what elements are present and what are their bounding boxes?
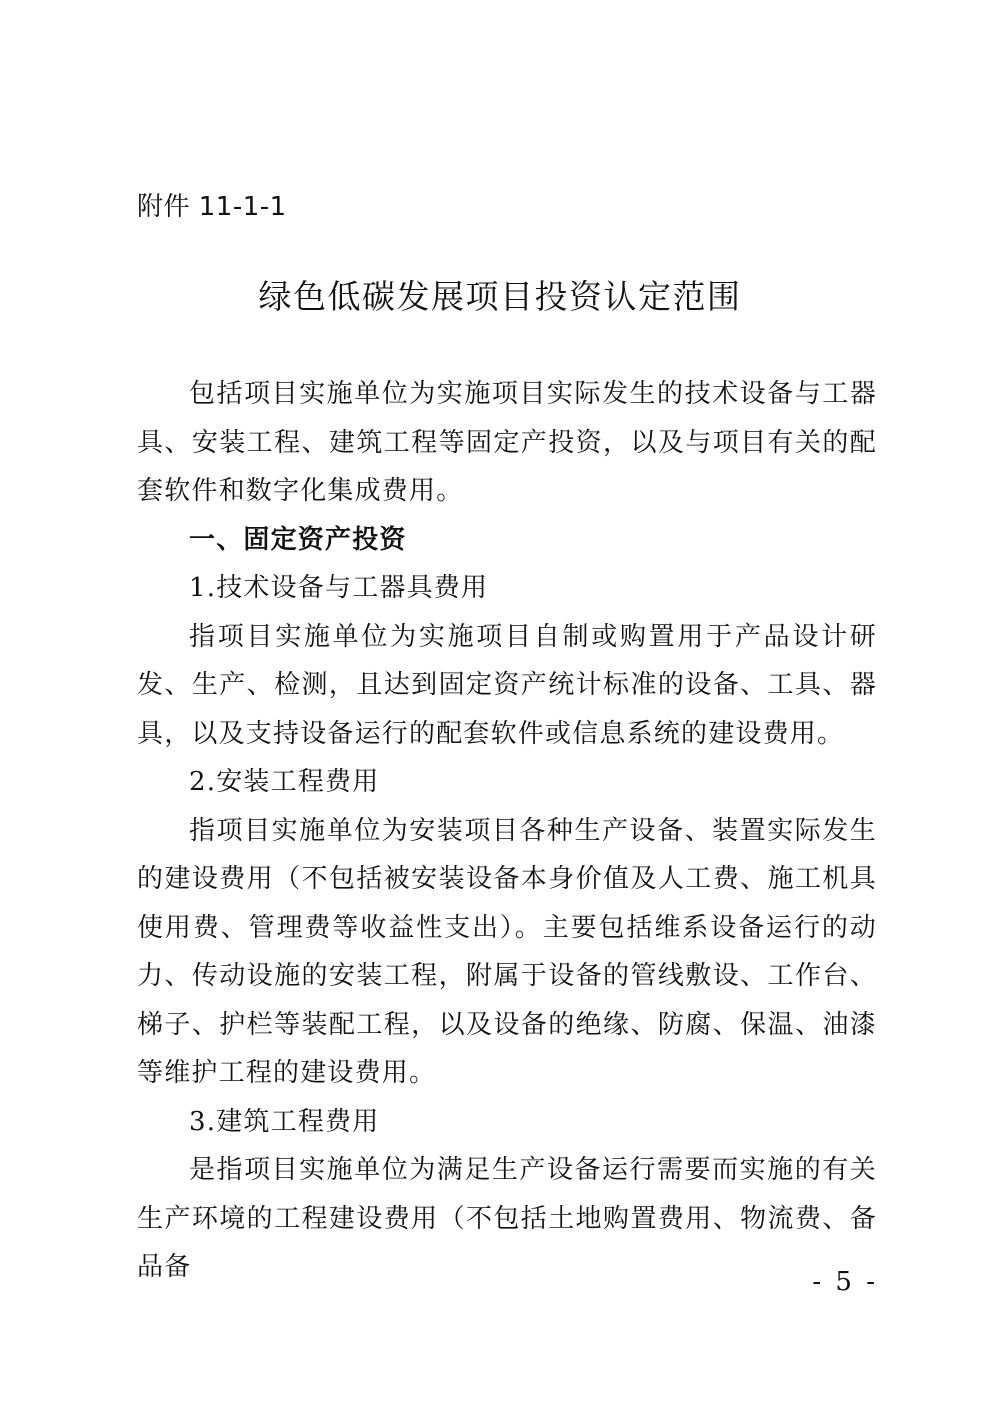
paragraph-equipment-costs: 指项目实施单位为实施项目自制或购置用于产品设计研发、生产、检测，且达到固定资产统计标准的设备、工具、器具，以及支持设备运行的配套软件或信息系统的建设费用。	[137, 621, 877, 749]
document-body	[137, 370, 877, 1292]
subheading-construction-costs: 3.建筑工程费用	[189, 1106, 380, 1137]
paragraph-installation-costs: 指项目实施单位为安装项目各种生产设备、装置实际发生的建设费用（不包括被安装设备本身价值及人工费、施工机具使用费、管理费等收益性支出）。主要包括维系设备运行的动力、传动设施的安装工程，附属于设备的管线敷设、工作台、梯子、护栏等装配工程，以及设备的绝缘、防腐、保温、油漆等维护工程的建设费用。	[137, 815, 877, 1088]
document-title: 绿色低碳发展项目投资认定范围	[258, 277, 742, 316]
subheading-installation-costs: 2.安装工程费用	[189, 767, 380, 797]
page-number: - 5 -	[812, 1267, 878, 1297]
intro-paragraph: 包括项目实施单位为实施项目实际发生的技术设备与工器具、安装工程、建筑工程等固定产投资，以及与项目有关的配套软件和数字化集成费用。	[137, 379, 877, 506]
subheading-equipment-costs: 1.技术设备与工器具费用	[189, 573, 489, 603]
attachment-label: 附件 11-1-1	[137, 192, 287, 222]
paragraph-construction-costs: 是指项目实施单位为满足生产设备运行需要而实施的有关生产环境的工程建设费用（不包括土地购置费用、物流费、备品备	[137, 1155, 877, 1282]
section-heading-fixed-assets: 一、固定资产投资	[189, 524, 407, 555]
